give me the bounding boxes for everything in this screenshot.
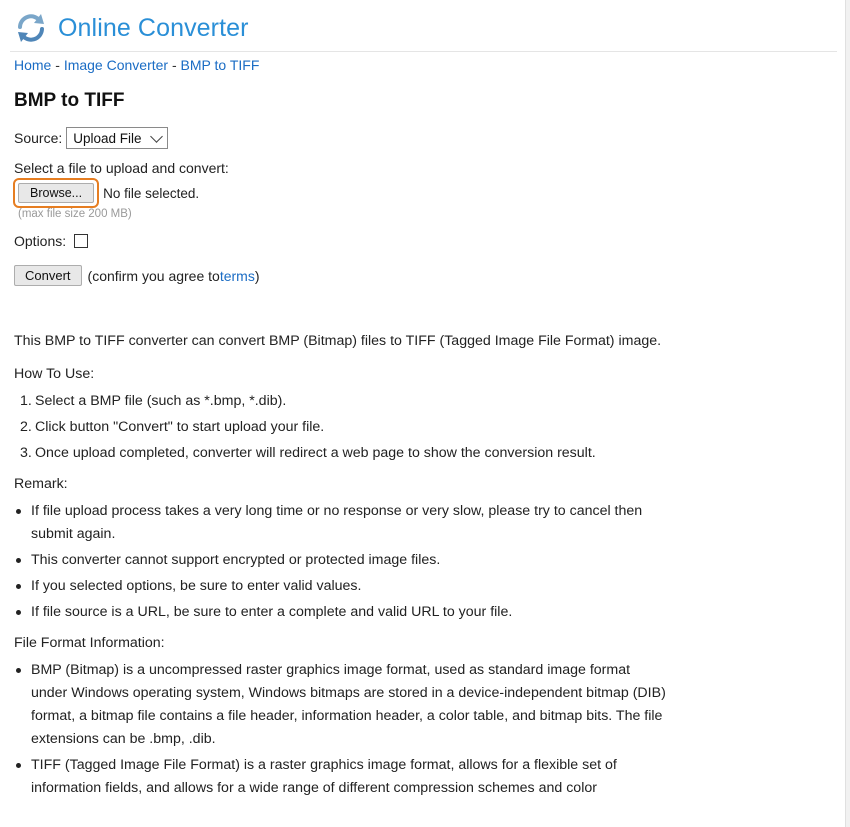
convert-button[interactable]: Convert <box>14 265 82 286</box>
breadcrumb-current-link[interactable]: BMP to TIFF <box>180 57 260 73</box>
confirm-prefix: (confirm you agree to <box>87 267 220 284</box>
remark-text: If file source is a URL, be sure to enter a complete and valid URL to your file. <box>31 604 513 620</box>
description-content <box>14 330 669 808</box>
list-item <box>14 416 669 439</box>
remark-list <box>14 500 669 624</box>
format-list <box>14 659 669 800</box>
chevron-down-icon <box>150 130 163 143</box>
source-select-value: Upload File <box>73 130 142 146</box>
list-item <box>14 601 669 624</box>
list-item <box>14 754 669 800</box>
step-text: Click button "Convert" to start upload your file. <box>35 419 325 435</box>
source-select[interactable] <box>66 127 168 149</box>
list-item <box>14 549 669 572</box>
format-heading: File Format Information: <box>14 635 165 651</box>
header-divider <box>10 51 837 52</box>
list-item <box>14 442 669 465</box>
bullet-icon <box>16 668 21 673</box>
intro-paragraph: This BMP to TIFF converter can convert BMP (Bitmap) files to TIFF (Tagged Image File Format) image. <box>14 333 662 349</box>
file-upload-row <box>13 178 199 208</box>
breadcrumb <box>14 57 259 73</box>
step-number: 3. <box>20 445 32 461</box>
options-row <box>14 233 88 249</box>
bullet-icon <box>16 763 21 768</box>
breadcrumb-separator: - <box>168 57 181 73</box>
bullet-icon <box>16 610 21 615</box>
source-row <box>14 127 168 149</box>
breadcrumb-separator: - <box>51 57 64 73</box>
step-number: 1. <box>20 393 32 409</box>
convert-row <box>14 265 260 286</box>
source-label: Source: <box>14 130 63 146</box>
bullet-icon <box>16 584 21 589</box>
refresh-arrows-icon[interactable] <box>14 11 48 45</box>
list-item <box>14 575 669 598</box>
list-item <box>14 659 669 751</box>
how-to-list <box>14 390 669 465</box>
browse-button[interactable]: Browse... <box>18 183 94 203</box>
bullet-icon <box>16 558 21 563</box>
window-edge <box>845 0 850 827</box>
format-text: TIFF (Tagged Image File Format) is a raster graphics image format, allows for a flexible set of information fields, and allows for a wide range of different compression schemes and color <box>31 757 617 796</box>
bullet-icon <box>16 509 21 514</box>
confirm-suffix: ) <box>254 267 260 284</box>
breadcrumb-home-link[interactable]: Home <box>14 57 52 73</box>
remark-text: This converter cannot support encrypted or protected image files. <box>31 552 441 568</box>
max-file-size-hint: (max file size 200 MB) <box>18 208 132 220</box>
step-number: 2. <box>20 419 32 435</box>
breadcrumb-image-converter-link[interactable]: Image Converter <box>63 57 169 73</box>
site-title[interactable]: Online Converter <box>58 13 249 42</box>
browse-focus-ring <box>13 178 99 208</box>
options-label: Options: <box>14 233 67 249</box>
format-text: BMP (Bitmap) is a uncompressed raster graphics image format, used as standard image format under Windows operating system, Windows bitmaps are stored in a device-independent bitmap (DIB) format, a bitmap file contains a file header, information header, a color table, and bitmap bits. The file extensions can be .bmp, .dib. <box>31 662 666 747</box>
list-item <box>14 500 669 546</box>
page-title: BMP to TIFF <box>14 90 125 111</box>
site-header <box>14 10 249 46</box>
remark-text: If file upload process takes a very long time or no response or very slow, please try to cancel then submit again. <box>31 503 643 542</box>
remark-text: If you selected options, be sure to enter valid values. <box>31 578 362 594</box>
step-text: Select a BMP file (such as *.bmp, *.dib). <box>35 393 287 409</box>
how-to-heading: How To Use: <box>14 366 95 382</box>
remark-heading: Remark: <box>14 476 68 492</box>
options-checkbox[interactable] <box>74 234 88 248</box>
select-file-label: Select a file to upload and convert: <box>14 160 229 176</box>
terms-link[interactable]: terms <box>219 267 255 284</box>
file-status-text: No file selected. <box>103 185 200 201</box>
step-text: Once upload completed, converter will redirect a web page to show the conversion result. <box>35 445 596 461</box>
list-item <box>14 390 669 413</box>
